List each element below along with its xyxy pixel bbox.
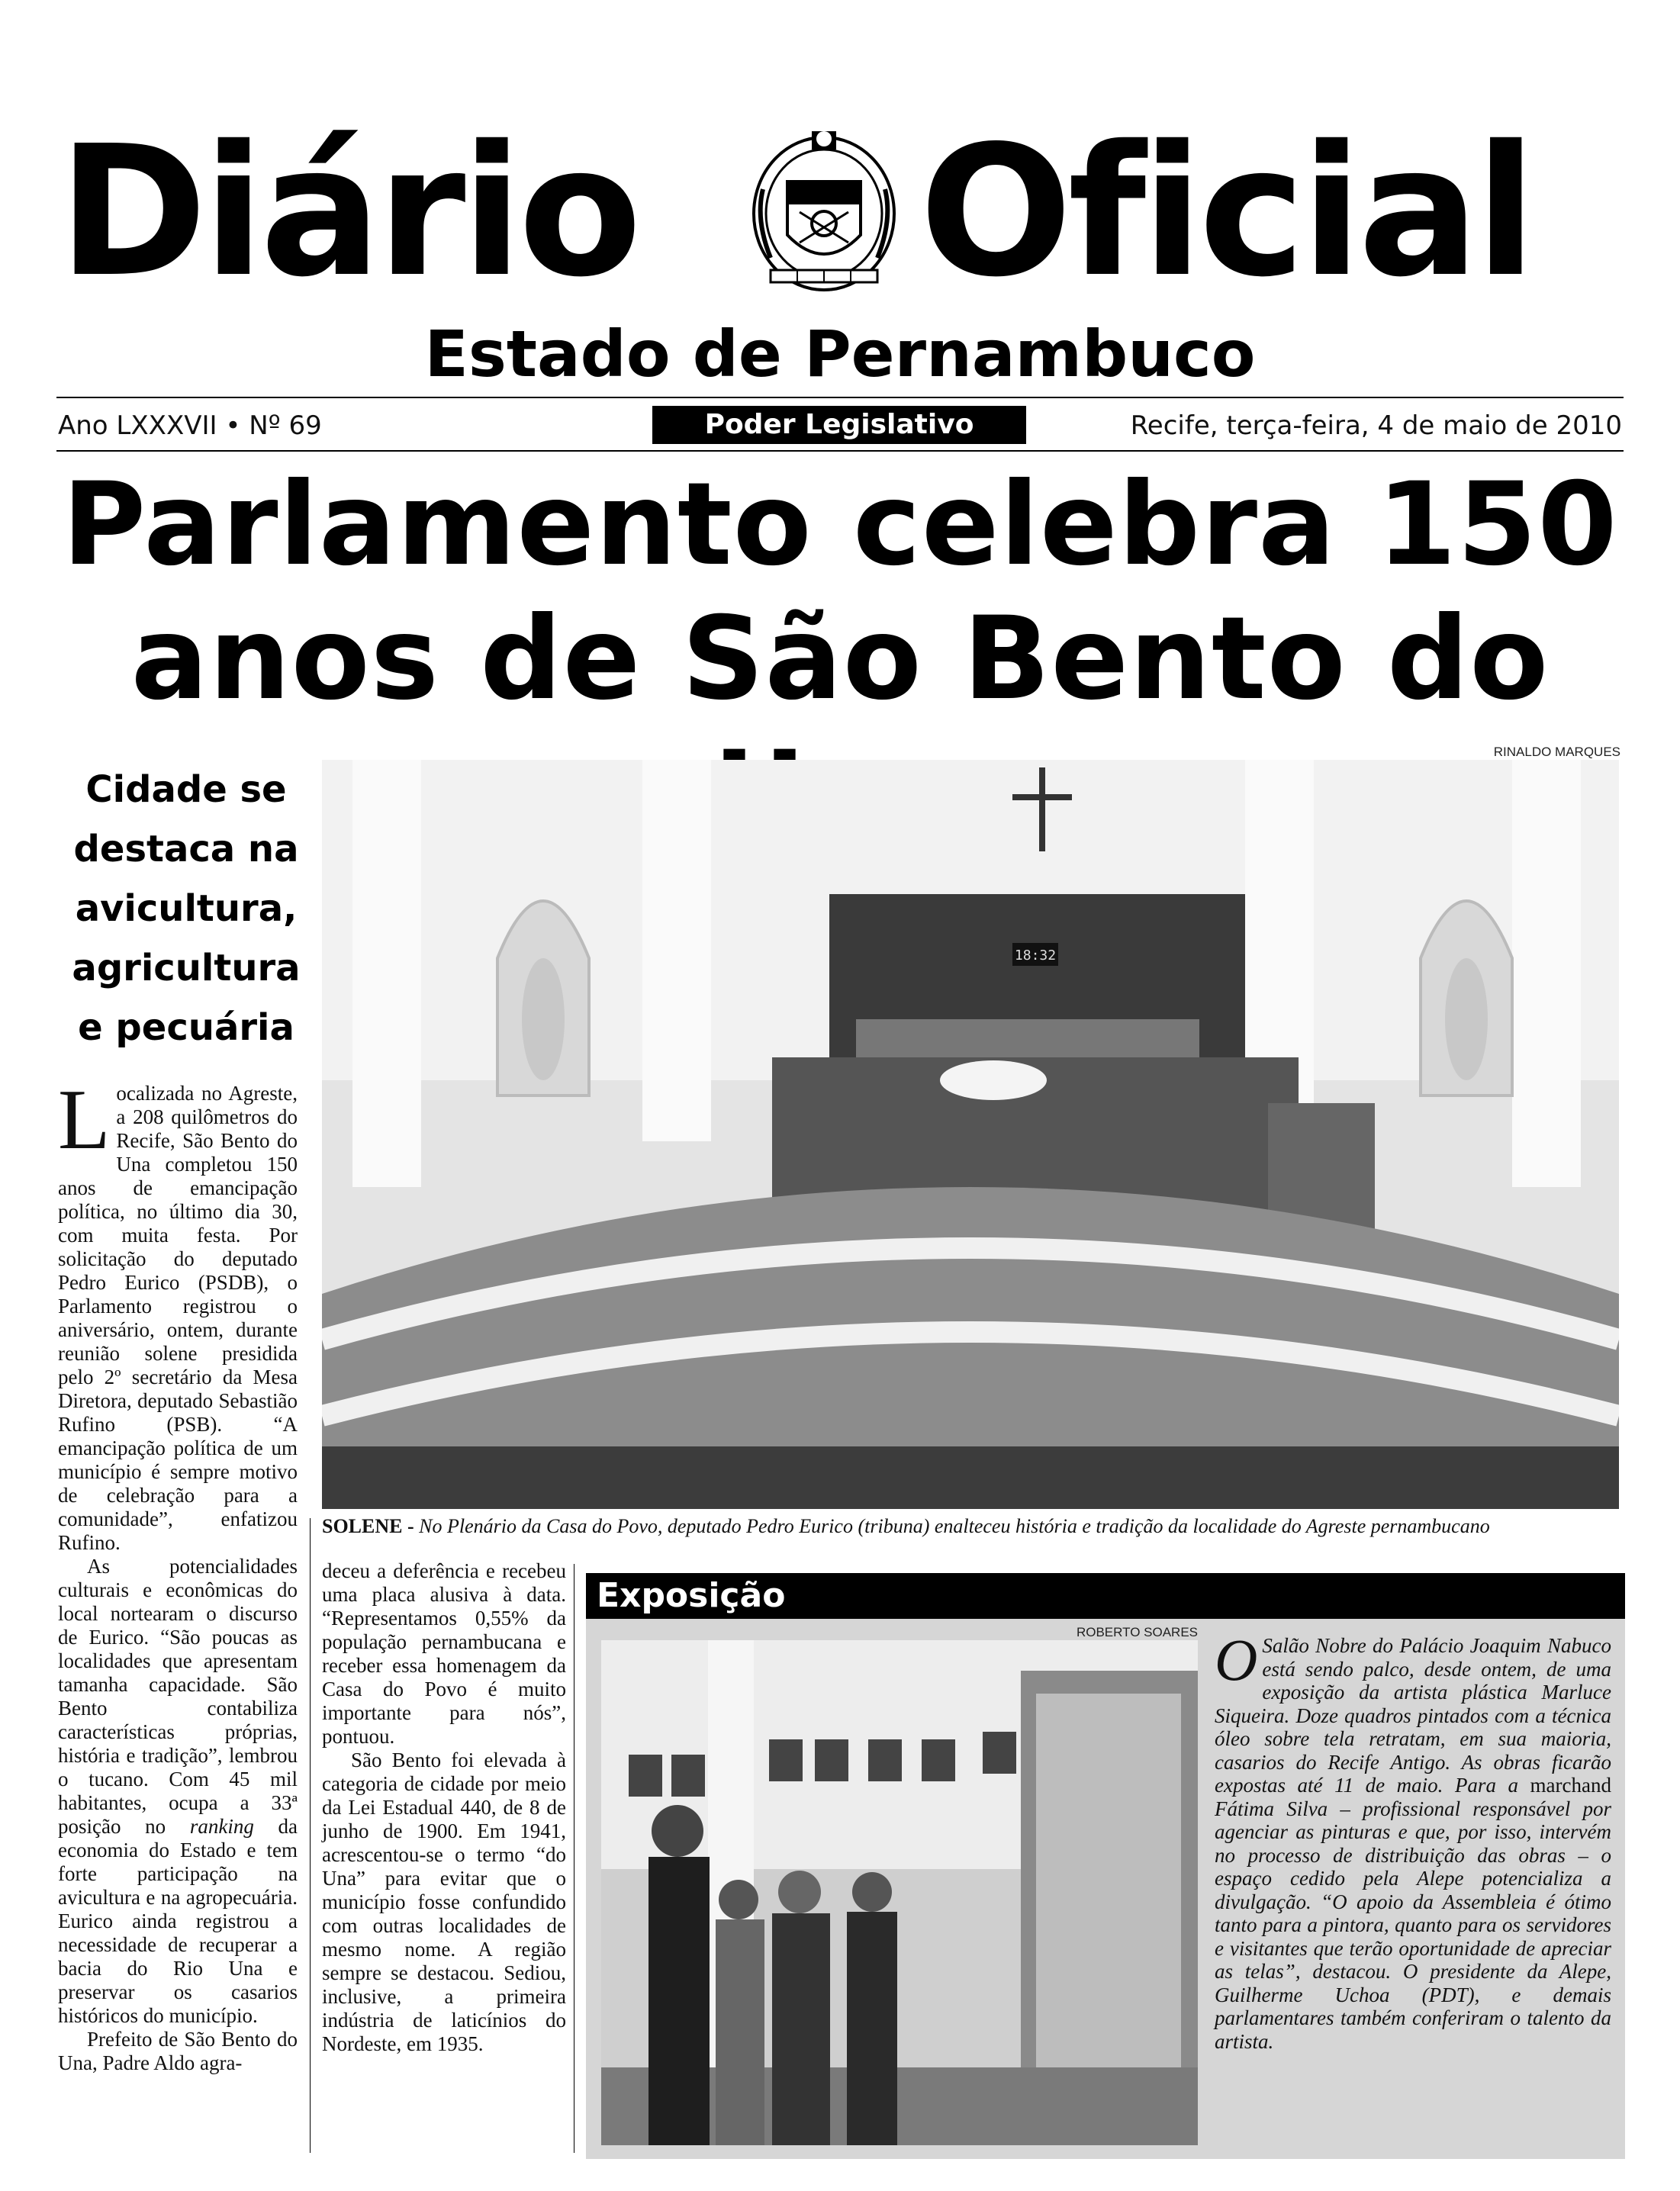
column-divider	[310, 1518, 311, 2153]
masthead-rule-top	[56, 397, 1624, 398]
exposicao-photo	[601, 1640, 1198, 2145]
plenary-clock: 18:32	[1014, 948, 1057, 964]
article-paragraph: São Bento foi elevada à categoria de cidade por meio da Lei Estadual 440, de 8 de junho de 1900. Em 1941, acrescentou-se o termo “do Una” para evitar que o município fosse confundido com outras localidades de mesmo nome. A região sempre se destacou. Sediou, inclusive, a primeira indústria de laticínios do Nordeste, em 1935.	[322, 1749, 566, 2055]
headline-line-1: Parlamento celebra 150	[62, 458, 1618, 591]
photo-credit: RINALDO MARQUES	[1493, 745, 1620, 759]
subhead-line: destaca na	[73, 828, 299, 870]
main-photo	[322, 760, 1619, 1509]
article-paragraph: Prefeito de São Bento do Una, Padre Aldo agra-	[58, 2028, 298, 2074]
caption-label: SOLENE -	[322, 1515, 414, 1537]
headline-line-2: anos de São Bento do	[130, 593, 1550, 726]
article-paragraph: Localizada no Agreste, a 208 quilômetros do Recife, São Bento do Una completou 150 anos de emancipação política, no último dia 30, com muita festa. Por solicitação do deputado Pedro Eurico (PSDB), o Parlamento registrou o aniversário, ontem, durante reunião solene presidida pelo 2º secretário da Mesa Diretora, deputado Sebastião Rufino (PSB). “A emancipação política de um município é sempre motivo de celebração para a comunidade”, enfatizou Rufino.	[58, 1073, 298, 1554]
exposicao-text: O Salão Nobre do Palácio Joaquim Nabuco está sendo palco, desde ontem, de uma exposição da artista plástica Marluce Siqueira. Doze quadros pintados com a técnica óleo sobre tela retratam, em sua maioria, casarios do Recife Antigo. As obras ficarão expostas até 11 de maio. Para a marchand Fátima Silva – profissional responsável por agenciar as pinturas e que, por isso, intervém no processo de distribuição das obras – o espaço cedido pela Alepe potencializa a divulgação. “O apoio da Assembleia é ótimo tanto para a pintora, quanto para os servidores e visitantes que terão oportunidade de apreciar as telas”, destacou. O presidente da Alepe, Guilherme Uchoa (PDT), e demais parlamentares também conferiram o talento da artista.	[1215, 1626, 1611, 2053]
exposicao-photo-credit: ROBERTO SOARES	[1076, 1625, 1198, 1639]
masthead-rule-bottom	[56, 450, 1624, 452]
article-paragraph: As potencialidades culturais e econômicas do local nortearam o discurso de Eurico. “São poucas as localidades que apresentam tamanha capacidade. São Bento contabiliza características próprias, história e tradição”, lembrou o tucano. Com 45 mil habitantes, ocupa a 33ª posição no ranking da economia do Estado e tem forte participação na avicultura e na agropecuária. Eurico ainda registrou a necessidade de recuperar a bacia do Rio Una e preservar os casarios históricos do município.	[58, 1555, 298, 2027]
article-column-1	[58, 1073, 298, 2075]
masthead-subtitle: Estado de Pernambuco	[424, 317, 1256, 391]
main-photo-caption	[322, 1515, 1619, 1538]
article-column-2	[322, 1559, 566, 2056]
subhead-line: Cidade se	[85, 768, 287, 811]
dateline: Recife, terça-feira, 4 de maio de 2010	[1130, 410, 1622, 441]
drop-cap: O	[1215, 1626, 1258, 1693]
caption-text: No Plenário da Casa do Povo, deputado Pedro Eurico (tribuna) enalteceu história e tradição da localidade do Agreste pernambucano	[419, 1515, 1490, 1537]
issue-number: Ano LXXXVII • Nº 69	[58, 410, 322, 441]
subhead-line: agricultura	[72, 947, 301, 989]
exposicao-title: Exposição	[586, 1573, 1625, 1619]
article-paragraph: deceu a deferência e recebeu uma placa alusiva à data. “Representamos 0,55% da população pernambucana e receber essa homenagem da Casa do Povo é muito importante para nós”, pontuou.	[322, 1559, 566, 1748]
subhead-line: avicultura,	[75, 887, 298, 930]
masthead-title-left: Diário	[58, 107, 638, 317]
subhead-line: e pecuária	[78, 1006, 294, 1049]
exhibition-photo-illustration	[601, 1640, 1198, 2145]
masthead-title-right: Oficial	[919, 107, 1533, 317]
article-subhead	[56, 760, 316, 1057]
section-badge: Poder Legislativo	[652, 406, 1026, 444]
drop-cap: L	[58, 1073, 111, 1167]
coat-of-arms-icon	[748, 128, 900, 296]
plenary-photo-illustration	[322, 760, 1619, 1509]
